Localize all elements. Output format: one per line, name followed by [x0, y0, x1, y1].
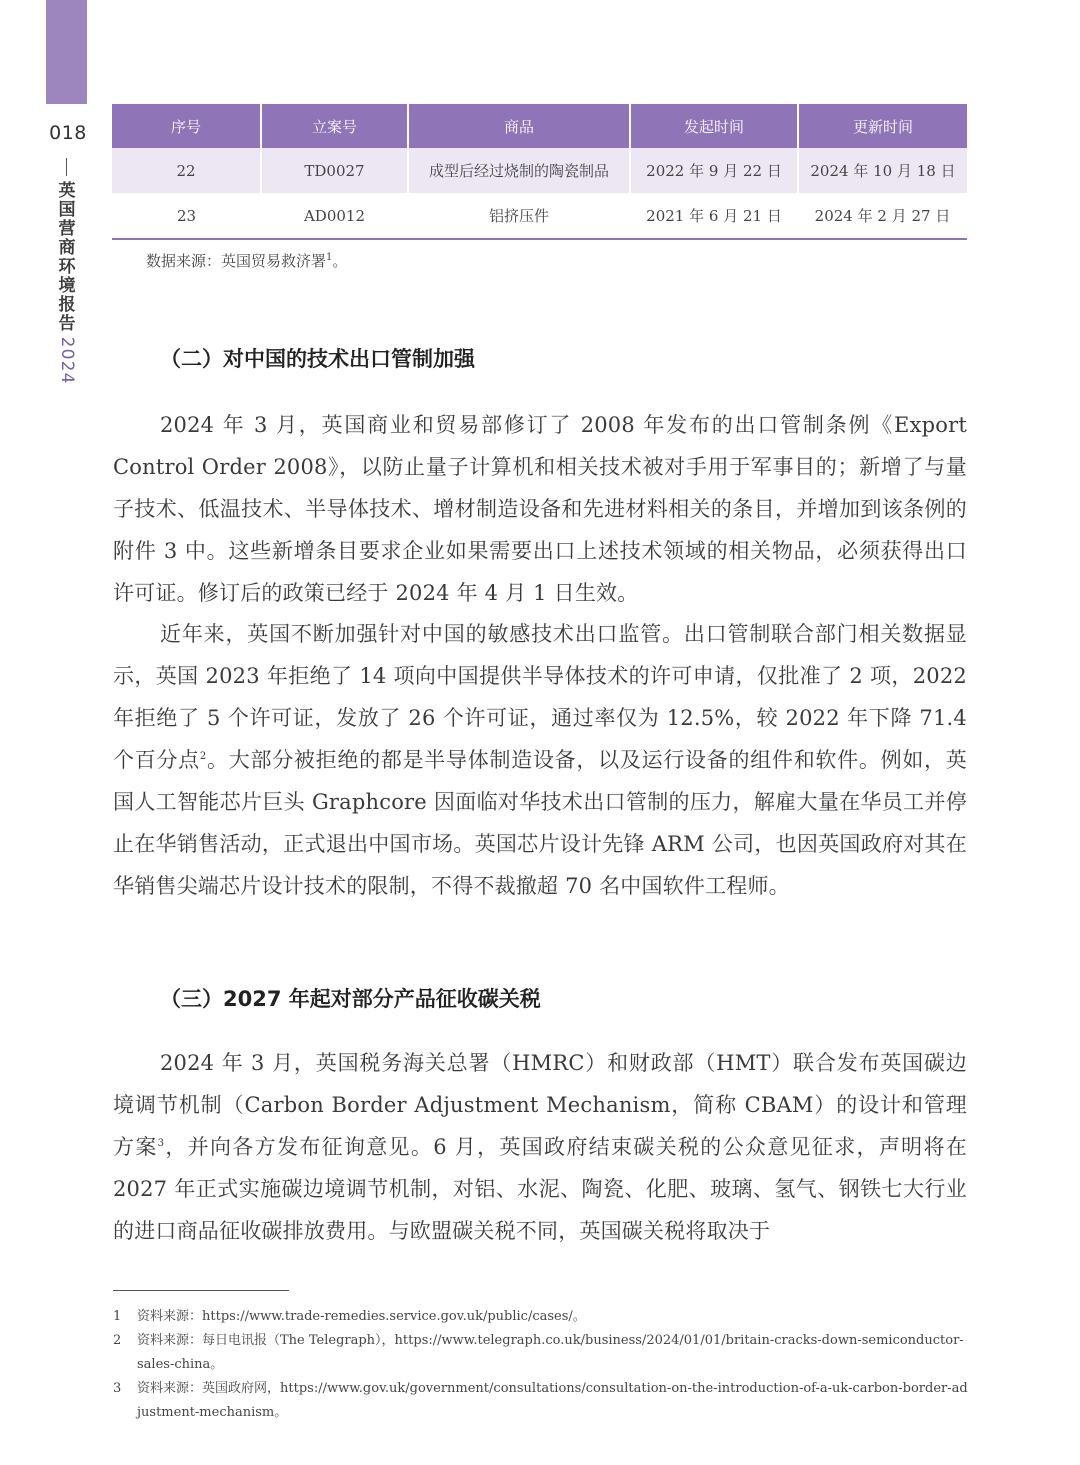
table-row: [112, 193, 967, 239]
sidebar-divider: [66, 158, 67, 176]
footnote-ref: 2: [199, 751, 207, 762]
header-case-no: 立案号: [261, 104, 408, 148]
header-start-date: 发起时间: [630, 104, 798, 148]
table-source-note: 数据来源：英国贸易救济署$^1$。: [146, 252, 348, 270]
section-heading: （二）对中国的技术出口管制加强: [160, 347, 475, 371]
footnote-ref: 3: [157, 1138, 165, 1149]
table-cell: 2021 年 6 月 21 日: [630, 193, 798, 239]
report-year-vertical: 2 0 2 4: [57, 336, 77, 384]
table-cell: 22: [112, 148, 261, 193]
table-cell: 铝挤压件: [408, 193, 630, 239]
footnotes: [113, 1305, 969, 1425]
footnote-item: 1 资料来源：https://www.trade-remedies.service.gov.uk/public/cases/。: [113, 1309, 586, 1324]
body-paragraph: 2024 年 3 月，英国商业和贸易部修订了 2008 年发布的出口管制条例《Export Control Order 2008》，以防止量子计算机和相关技术被对手用于军事目的；新增了与量子技术、低温技术、半导体技术、增材制造设备和先进材料相关的条目，并增加到该条例的附件 3 中。这些新增条目要求企业如果需要出口上述技术领域的相关物品，必须获得出口许可证。修订后的政策已经于 2024 年 4 月 1 日生效。: [113, 413, 967, 605]
header-update-date: 更新时间: [798, 104, 967, 148]
table-cell: 2024 年 10 月 18 日: [798, 148, 967, 193]
section-color-tab: [46, 0, 87, 104]
body-paragraph: 近年来，英国不断加强针对中国的敏感技术出口监管。出口管制联合部门相关数据显示，英国 2023 年拒绝了 14 项向中国提供半导体技术的许可申请，仅批准了 2 项，2022 年拒绝了 5 个许可证，发放了 26 个许可证，通过率仅为 12.5%，较 2022 年下降 71.4 个百分点$^2$。大部分被拒绝的都是半导体制造设备，以及运行设备的组件和软件。例如，英国人工智能芯片巨头 Graphcore 因面临对华技术出口管制的压力，解雇大量在华员工并停止在华销售活动，正式退出中国市场。英国芯片设计先锋 ARM 公司，也因英国政府对其在华销售尖端芯片设计技术的限制，不得不裁撤超 70 名中国软件工程师。: [113, 622, 967, 898]
body-paragraph: 2024 年 3 月，英国税务海关总署（HMRC）和财政部（HMT）联合发布英国碳边境调节机制（Carbon Border Adjustment Mechanism，简称 CBAM）的设计和管理方案$^3$，并向各方发布征询意见。6 月，英国政府结束碳关税的公众意见征求，声明将在 2027 年正式实施碳边境调节机制，对铝、水泥、陶瓷、化肥、玻璃、氢气、钢铁七大行业的进口商品征收碳排放费用。与欧盟碳关税不同，英国碳关税将取决于: [113, 1051, 968, 1243]
table-cell: 2024 年 2 月 27 日: [798, 193, 967, 239]
table-cell: 2022 年 9 月 22 日: [630, 148, 798, 193]
table-cell: 23: [112, 193, 261, 239]
table-cell: 成型后经过烧制的陶瓷制品: [408, 148, 630, 193]
header-product: 商品: [408, 104, 630, 148]
table-header-row: [112, 104, 967, 148]
table-row: [112, 148, 967, 193]
header-serial: 序号: [112, 104, 261, 148]
table-cell: AD0012: [261, 193, 408, 239]
footnote-divider: [113, 1290, 289, 1291]
report-title-vertical: 英 国 营 商 环 境 报 告: [58, 181, 76, 334]
trade-remedy-table: [112, 104, 967, 240]
section-heading: （三）2027 年起对部分产品征收碳关税: [160, 987, 541, 1011]
page-number: 018: [49, 122, 87, 144]
footnote-item: 3 资料来源：英国政府网，https://www.gov.uk/government/consultations/consultation-on-the-introduction-of-a-uk-carbon-border-adjustment-mechanism。: [113, 1381, 968, 1420]
footnote-item: 2 资料来源：每日电讯报（The Telegraph），https://www.telegraph.co.uk/business/2024/01/01/britain-cracks-down-semiconductor-sales-china。: [113, 1333, 964, 1372]
footnote-ref: 1: [326, 252, 333, 263]
table-cell: TD0027: [261, 148, 408, 193]
